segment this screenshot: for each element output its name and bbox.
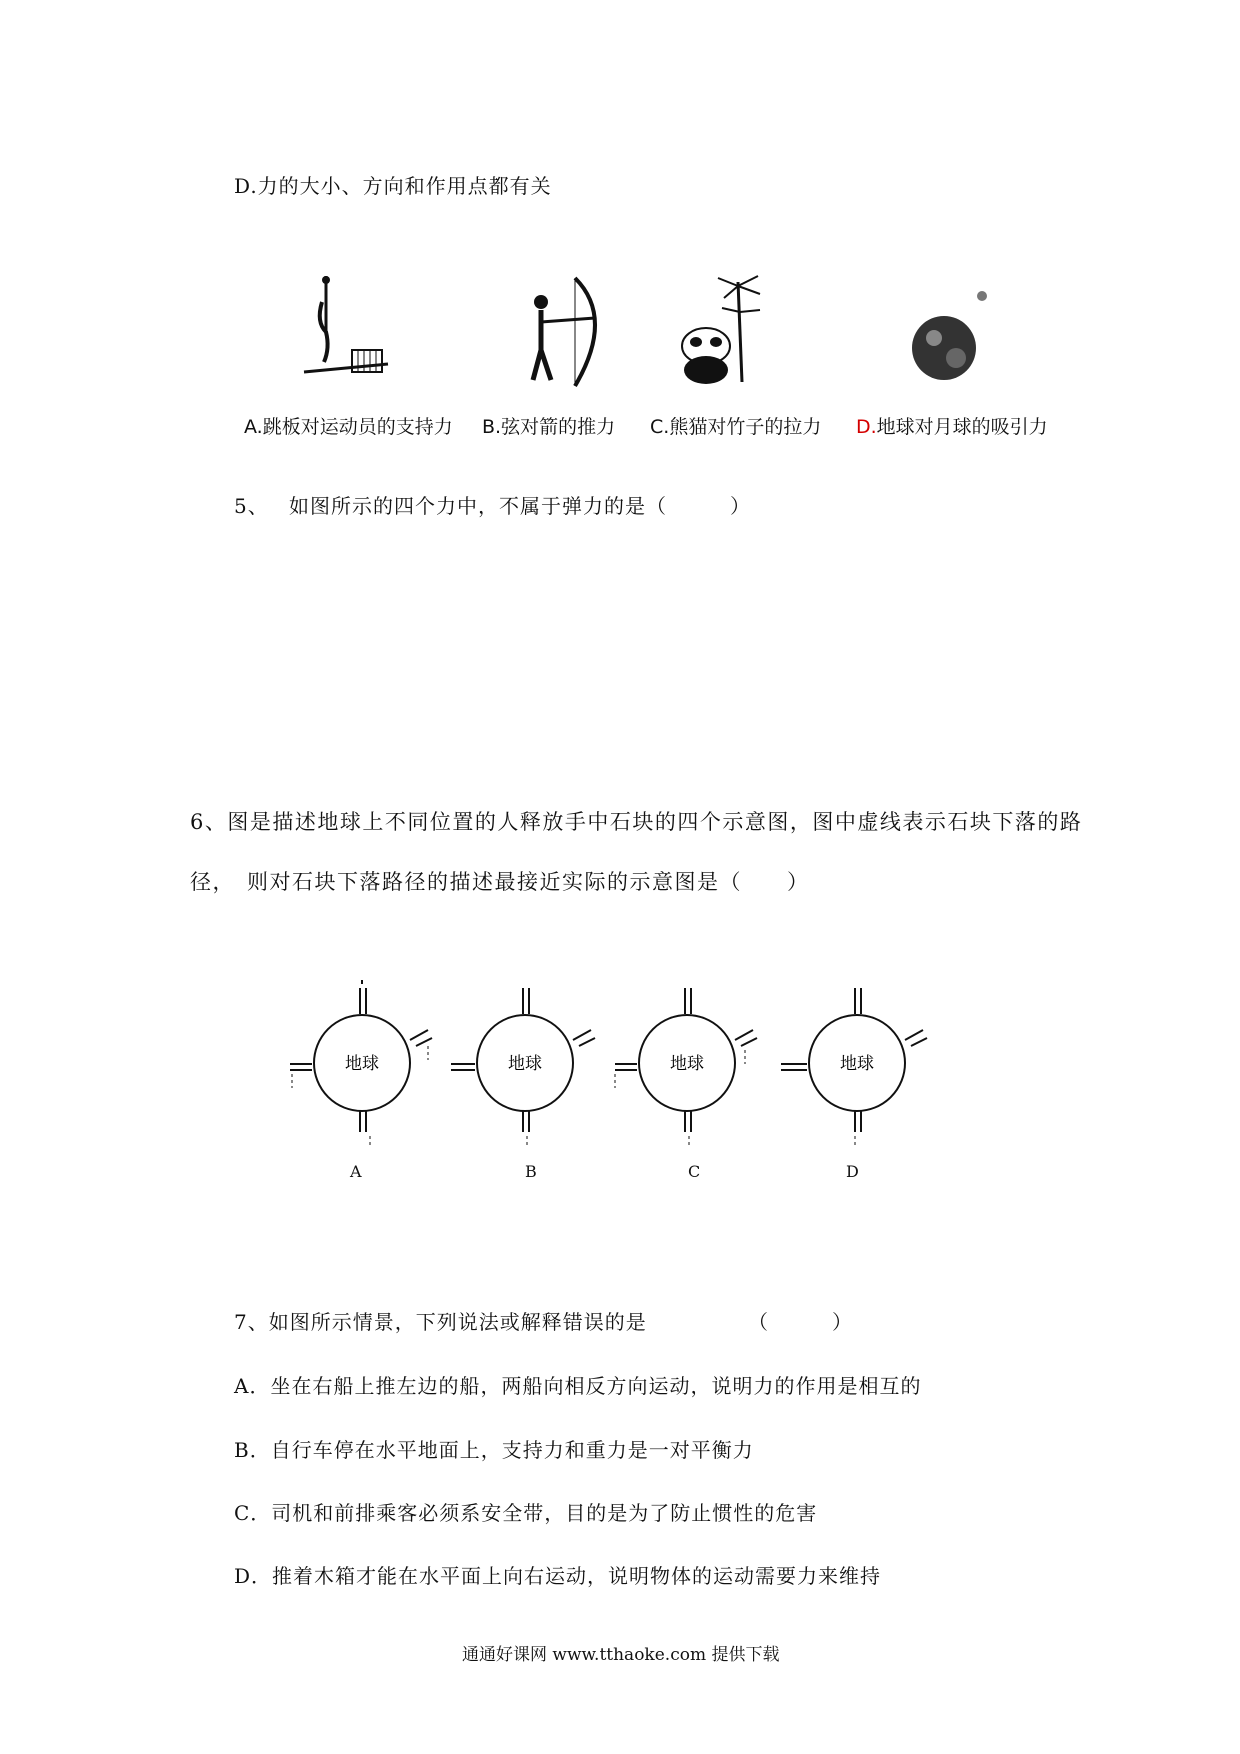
q5-caption-c: C.熊猫对竹子的拉力 [650,416,822,438]
q4-option-d: D.力的大小、方向和作用点都有关 [234,174,552,198]
archer-bow-image [515,272,611,392]
q7-stem: 7、如图所示情景，下列说法或解释错误的是 [234,1310,647,1334]
q6-option-c-label: C [688,1162,701,1181]
q5-number: 5、 [234,494,269,518]
q5-stem: 如图所示的四个力中，不属于弹力的是（ ） [289,494,751,518]
q6-line-1: 6、图是描述地球上不同位置的人释放手中石块的四个示意图，图中虚线表示石块下落的路 [190,810,1083,834]
diving-board-athlete-image [298,272,394,392]
q7-option-c: C．司机和前排乘客必须系安全带，目的是为了防止惯性的危害 [234,1501,818,1525]
q6-option-d-label: D [846,1162,859,1181]
q7-option-b: B．自行车停在水平地面上，支持力和重力是一对平衡力 [234,1438,754,1462]
q6-option-a-label: A [350,1162,362,1181]
page-footer: 通通好课网 www.tthaoke.com 提供下载 [462,1645,780,1665]
globe-diagram-b [443,980,603,1160]
globe-label: 地球 [508,1054,542,1074]
q7-option-d: D．推着木箱才能在水平面上向右运动，说明物体的运动需要力来维持 [234,1564,882,1588]
q6-option-b-label: B [525,1162,537,1181]
q6-line-2: 径， 则对石块下落路径的描述最接近实际的示意图是（ ） [190,870,810,894]
globe-diagram-d [775,980,935,1160]
panda-bamboo-image [672,272,768,392]
q5-caption-a: A.跳板对运动员的支持力 [244,416,453,438]
globe-label: 地球 [840,1054,874,1074]
q5-caption-b: B.弦对箭的推力 [482,416,616,438]
globe-diagram-a [280,980,440,1160]
q7-option-a: A．坐在右船上推左边的船，两船向相反方向运动，说明力的作用是相互的 [234,1374,922,1398]
q7-answer-bracket: （ ） [748,1310,853,1334]
earth-moon-image [900,272,996,392]
globe-diagram-c [605,980,765,1160]
globe-label: 地球 [345,1054,379,1074]
globe-label: 地球 [670,1054,704,1074]
q5-caption-d: D.地球对月球的吸引力 [856,416,1048,438]
